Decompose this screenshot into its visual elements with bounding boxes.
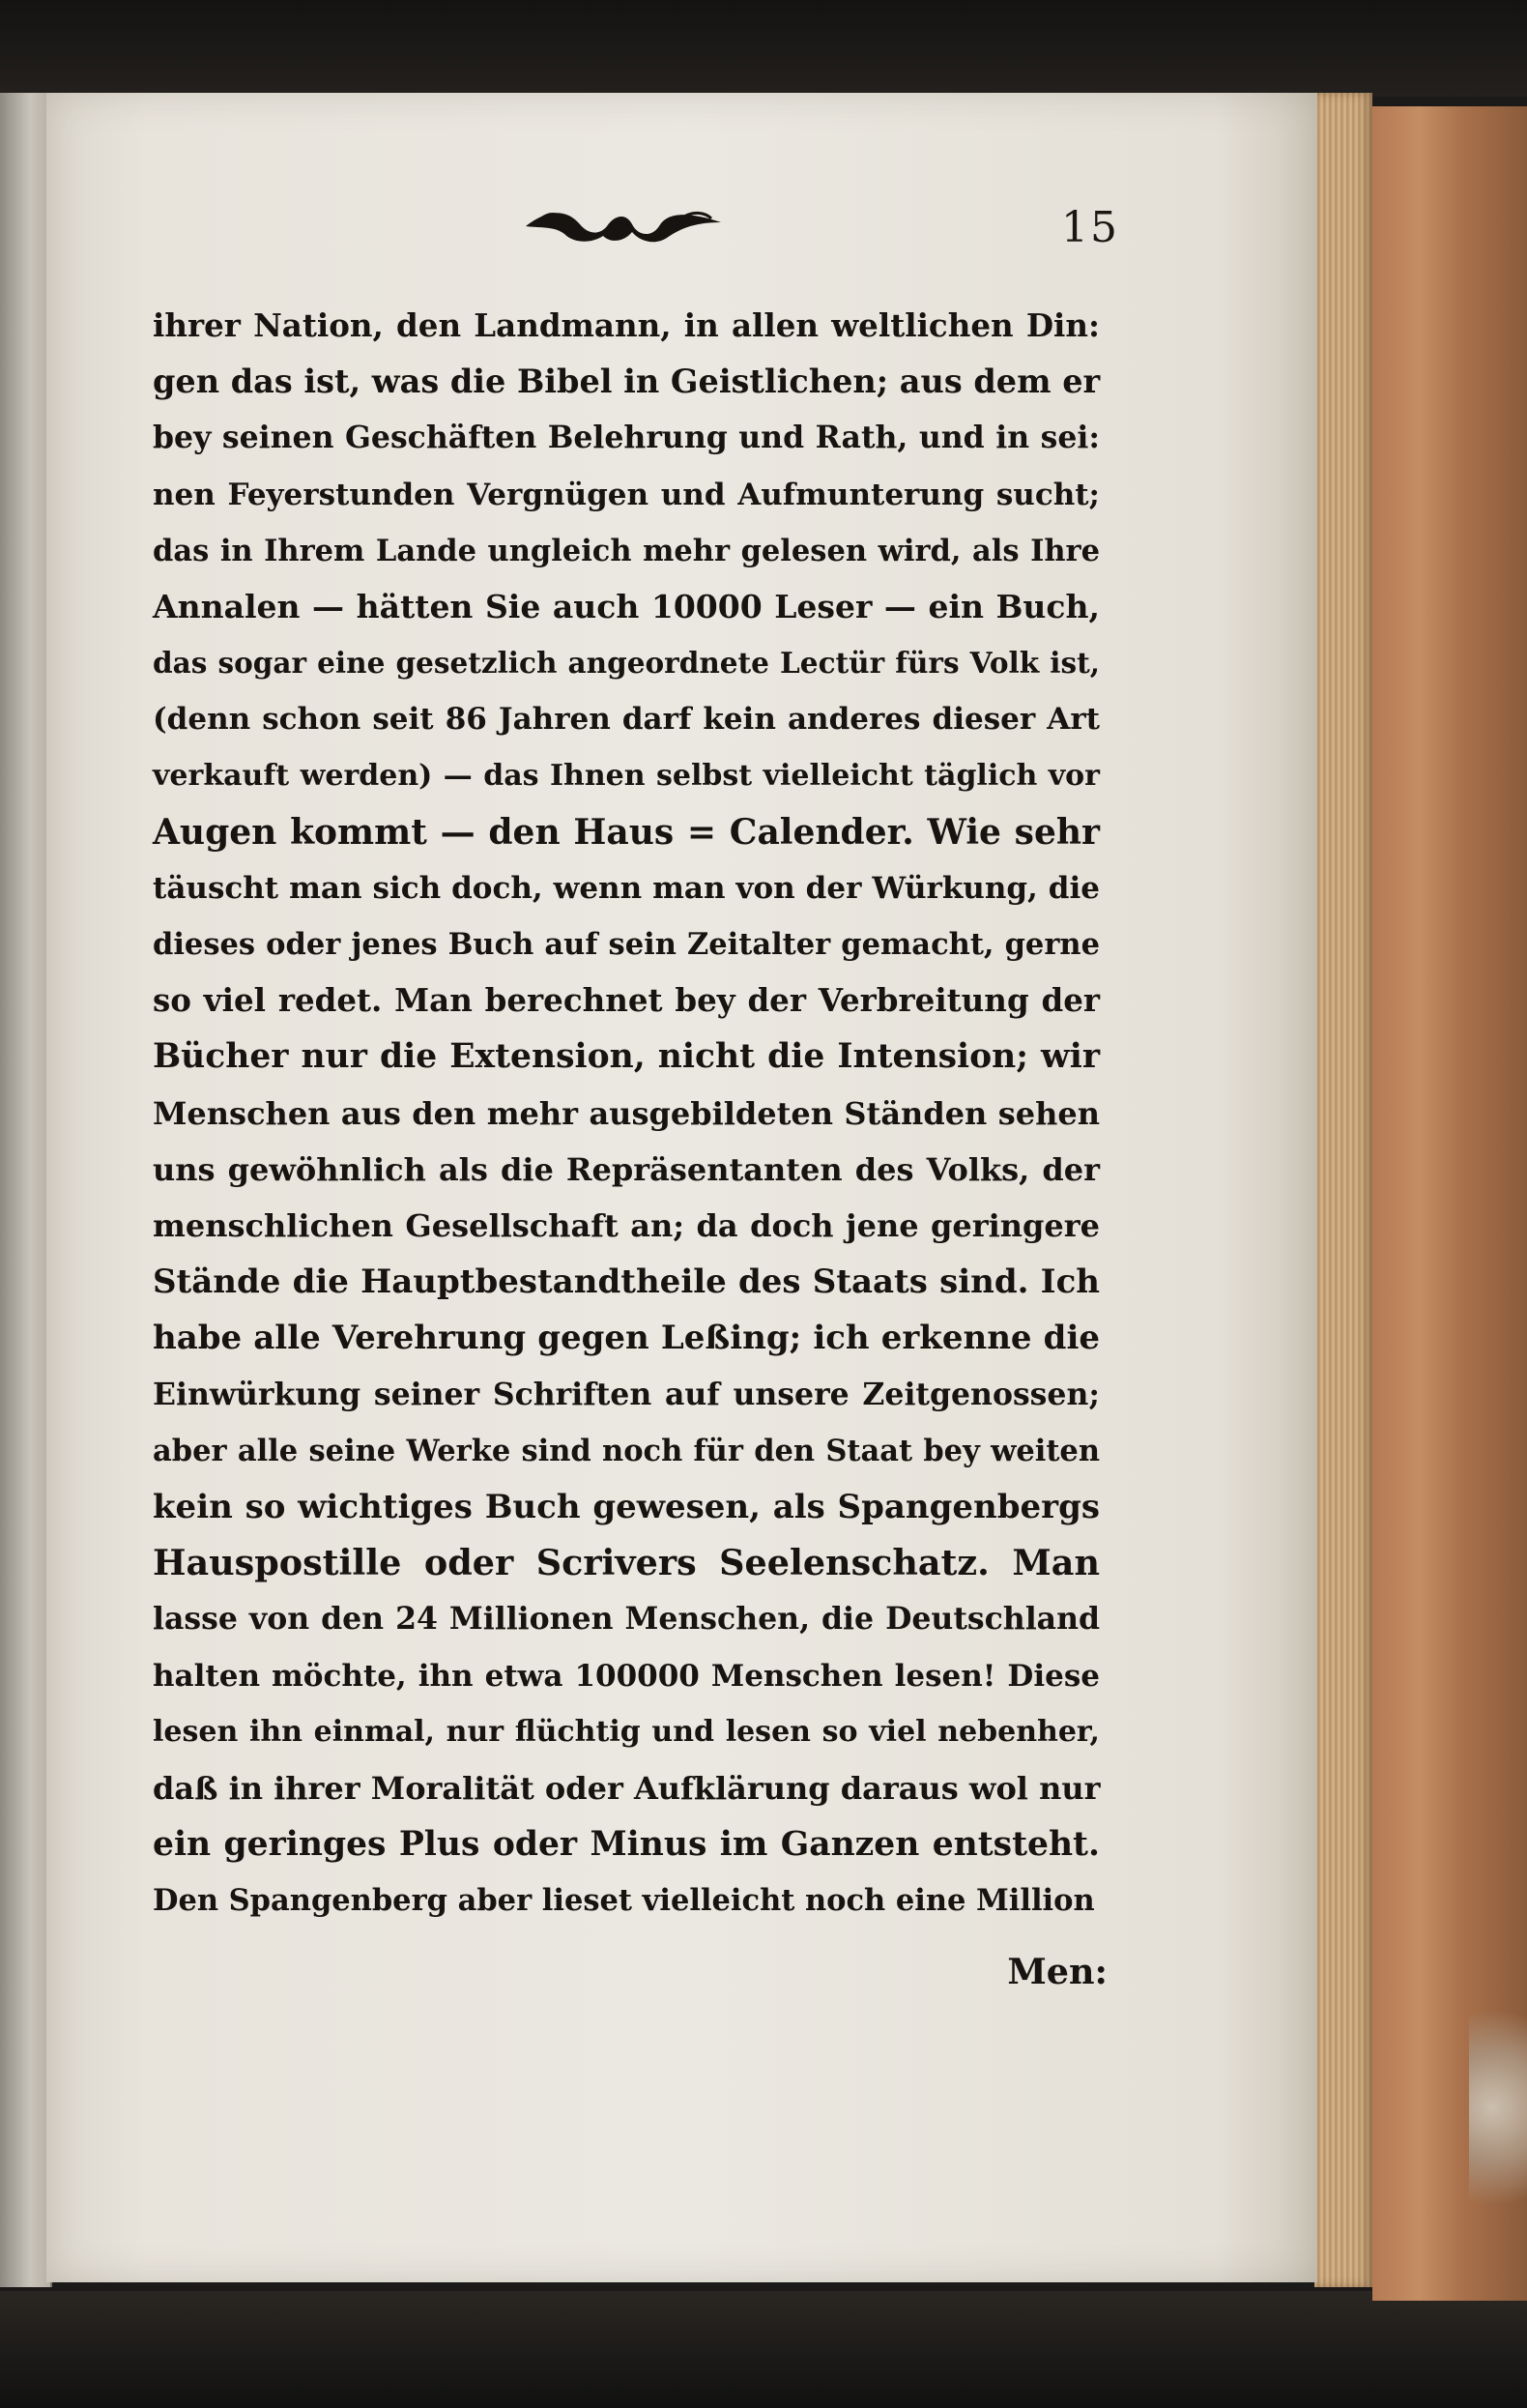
text-line: das sogar eine gesetzlich angeordnete Lectür fürs Volk ist,: [153, 646, 1100, 681]
header-ornament-icon: [522, 201, 725, 251]
cover-wear-mark: [1469, 1982, 1527, 2233]
page-edges: [1314, 93, 1372, 2287]
page-number: 15: [1061, 203, 1119, 252]
text-line: kein so wichtiges Buch gewesen, als Spangenbergs: [153, 1487, 1100, 1526]
background-bottom: [0, 2291, 1527, 2408]
text-line: lasse von den 24 Millionen Menschen, die Deutschland: [153, 1601, 1100, 1638]
book-cover: [1372, 106, 1527, 2301]
text-line: menschlichen Gesellschaft an; da doch jene geringere: [153, 1207, 1100, 1244]
text-line: Menschen aus den mehr ausgebildeten Ständen sehen: [153, 1094, 1100, 1132]
text-line: ein geringes Plus oder Minus im Ganzen entsteht.: [153, 1825, 1100, 1865]
text-line: uns gewöhnlich als die Repräsentanten des Volks, der: [153, 1150, 1100, 1188]
text-line: gen das ist, was die Bibel in Geistlichen; aus dem er: [153, 363, 1101, 401]
text-line: ihrer Nation, den Landmann, in allen weltlichen Din:: [153, 306, 1100, 344]
text-line: Augen kommt — den Haus = Calender. Wie sehr: [153, 811, 1100, 853]
text-line: Hauspostille oder Scrivers Seelenschatz. Man: [153, 1542, 1100, 1584]
text-line: daß in ihrer Moralität oder Aufklärung daraus wol nur: [153, 1769, 1101, 1807]
facing-page-edge: [0, 93, 52, 2287]
text-line: das in Ihrem Lande ungleich mehr gelesen wird, als Ihre: [153, 533, 1100, 568]
text-line: nen Feyerstunden Vergnügen und Aufmunterung sucht;: [153, 477, 1100, 512]
text-line: dieses oder jenes Buch auf sein Zeitalter gemacht, gerne: [153, 927, 1100, 963]
text-line: habe alle Verehrung gegen Leßing; ich erkenne die: [153, 1319, 1100, 1358]
text-line: Annalen — hätten Sie auch 10000 Leser — ein Buch,: [153, 587, 1100, 625]
text-line: Den Spangenberg aber lieset vielleicht noch eine Million: [153, 1883, 1095, 1919]
text-line: halten möchte, ihn etwa 100000 Menschen lesen! Diese: [153, 1658, 1100, 1694]
text-line: bey seinen Geschäften Belehrung und Rath, und in sei:: [153, 420, 1100, 456]
catchword: Men:: [1007, 1951, 1108, 1992]
text-line: lesen ihn einmal, nur flüchtig und lesen so viel nebenher,: [153, 1714, 1100, 1749]
text-line: Bücher nur die Extension, nicht die Intension; wir: [153, 1037, 1100, 1077]
text-line: Stände die Hauptbestandtheile des Staats sind. Ich: [153, 1262, 1100, 1302]
body-text: [153, 298, 1100, 1929]
text-line: (denn schon seit 86 Jahren darf kein anderes dieser Art: [153, 702, 1100, 738]
text-line: aber alle seine Werke sind noch für den Staat bey weiten: [153, 1433, 1100, 1468]
text-line: so viel redet. Man berechnet bey der Verbreitung der: [153, 981, 1100, 1020]
background-top: [0, 0, 1527, 97]
text-line: verkauft werden) — das Ihnen selbst vielleicht täglich vor: [153, 758, 1100, 793]
text-line: Einwürkung seiner Schriften auf unsere Zeitgenossen;: [153, 1376, 1100, 1412]
text-line: täuscht man sich doch, wenn man von der Würkung, die: [153, 870, 1100, 906]
